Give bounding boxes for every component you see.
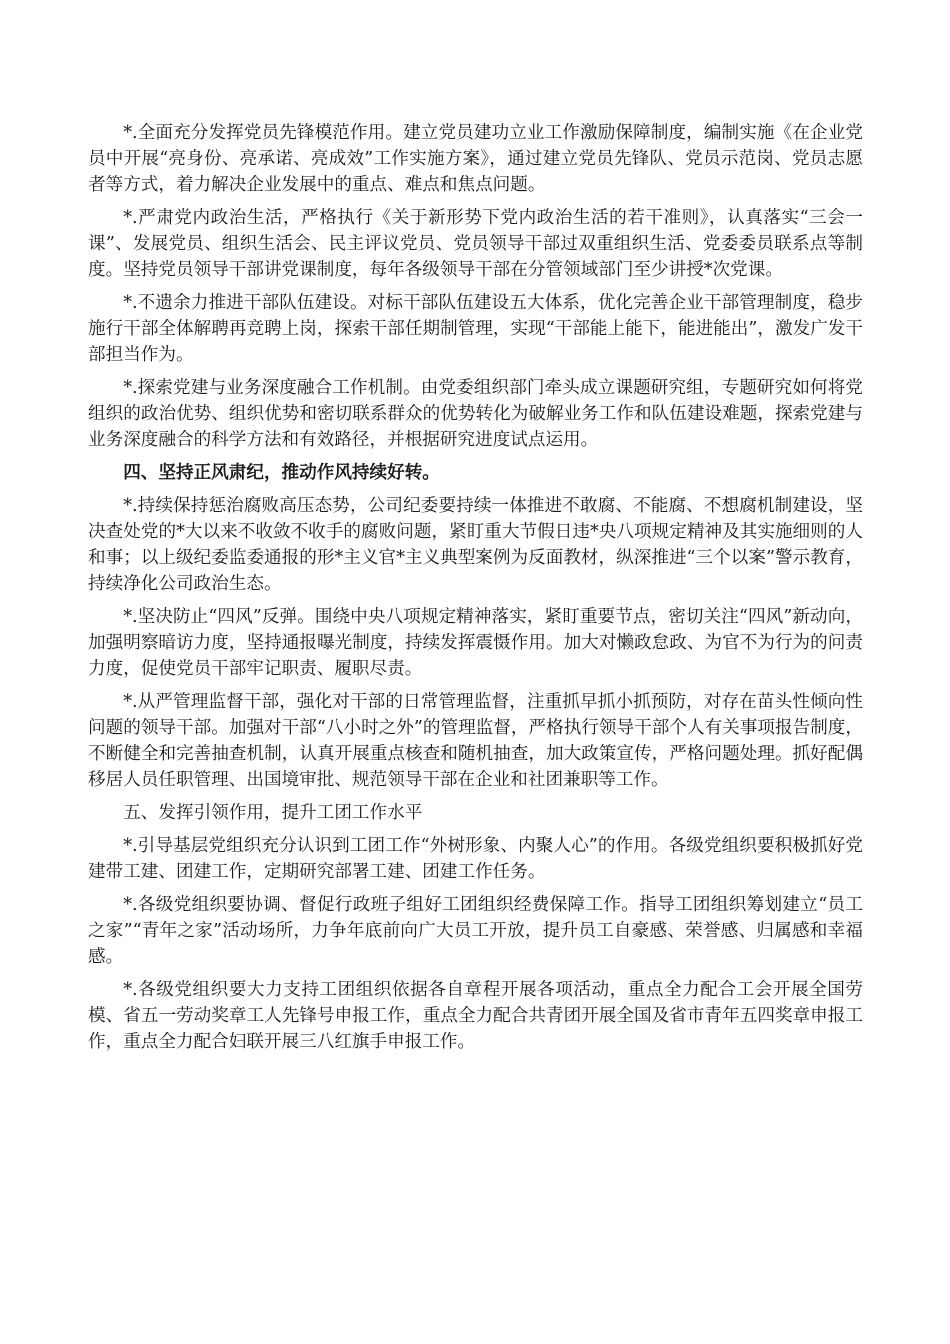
section-heading-five: 五、发挥引领作用，提升工团工作水平 — [123, 803, 423, 823]
paragraph-four-winds: *.坚决防止“四风”反弹。围绕中央八项规定精神落实，紧盯重要节点，密切关注“四风”新动向，加强明察暗访力度，坚持通报曝光制度，持续发挥震慑作用。加大对懒政怠政、为官不为行为的问责力度，促使党员干部牢记职责、履职尽责。 — [88, 607, 863, 679]
paragraph-inner-party-life: *.严肃党内政治生活，严格执行《关于新形势下党内政治生活的若干准则》，认真落实“三会一课”、发展党员、组织生活会、民主评议党员、党员领导干部过双重组织生活、党委委员联系点等制度。坚持党员领导干部讲党课制度，每年各级领导干部在分管领域部门至少讲授*次党课。 — [88, 208, 863, 280]
paragraph-cadre-supervision: *.从严管理监督干部，强化对干部的日常管理监督，注重抓早抓小抓预防，对存在苗头性倾向性问题的领导干部。加强对干部“八小时之外”的管理监督，严格执行领导干部个人有关事项报告制度，不断健全和完善抽查机制，认真开展重点核查和随机抽查，加大政策宣传，严格问题处理。抓好配偶移居人员任职管理、出国境审批、规范领导干部在企业和社团兼职等工作。 — [88, 692, 863, 790]
paragraph-cadre-team-building: *.不遗余力推进干部队伍建设。对标干部队伍建设五大体系，优化完善企业干部管理制度，稳步施行干部全体解聘再竞聘上岗，探索干部任期制管理，实现“干部能上能下，能进能出”，激发广发干部担当作为。 — [88, 293, 863, 365]
paragraph-union-league-role: *.引导基层党组织充分认识到工团工作“外树形象、内聚人心”的作用。各级党组织要积极抓好党建带工建、团建工作，定期研究部署工建、团建工作任务。 — [88, 836, 863, 882]
section-heading-four: 四、坚持正风肃纪，推动作风持续好转。 — [123, 462, 440, 483]
paragraph-party-member-vanguard: *.全面充分发挥党员先锋模范作用。建立党员建功立业工作激励保障制度，编制实施《在企业党员中开展“亮身份、亮承诺、亮成效”工作实施方案》，通过建立党员先锋队、党员示范岗、党员志愿者等方式，着力解决企业发展中的重点、难点和焦点问题。 — [88, 123, 863, 195]
document-body — [88, 120, 863, 1062]
paragraph-funding-guarantee: *.各级党组织要协调、督促行政班子组好工团组织经费保障工作。指导工团组织筹划建立“员工之家”“青年之家”活动场所，力争年底前向广大员工开放，提升员工自豪感、荣誉感、归属感和幸福感。 — [88, 895, 863, 967]
paragraph-anti-corruption: *.持续保持惩治腐败高压态势，公司纪委要持续一体推进不敢腐、不能腐、不想腐机制建设，坚决查处党的*大以来不收敛不收手的腐败问题，紧盯重大节假日违*央八项规定精神及其实施细则的人和事；以上级纪委监委通报的形*主义官*主义典型案例为反面教材，纵深推进“三个以案”警示教育，持续净化公司政治生态。 — [88, 496, 863, 594]
paragraph-activity-support: *.各级党组织要大力支持工团组织依据各自章程开展各项活动，重点全力配合工会开展全国劳模、省五一劳动奖章工人先锋号申报工作，重点全力配合共青团开展全国及省市青年五四奖章申报工作，重点全力配合妇联开展三八红旗手申报工作。 — [88, 980, 863, 1052]
paragraph-party-business-integration: *.探索党建与业务深度融合工作机制。由党委组织部门牵头成立课题研究组，专题研究如何将党组织的政治优势、组织优势和密切联系群众的优势转化为破解业务工作和队伍建设难题，探索党建与业务深度融合的科学方法和有效路径，并根据研究进度试点运用。 — [88, 378, 863, 450]
